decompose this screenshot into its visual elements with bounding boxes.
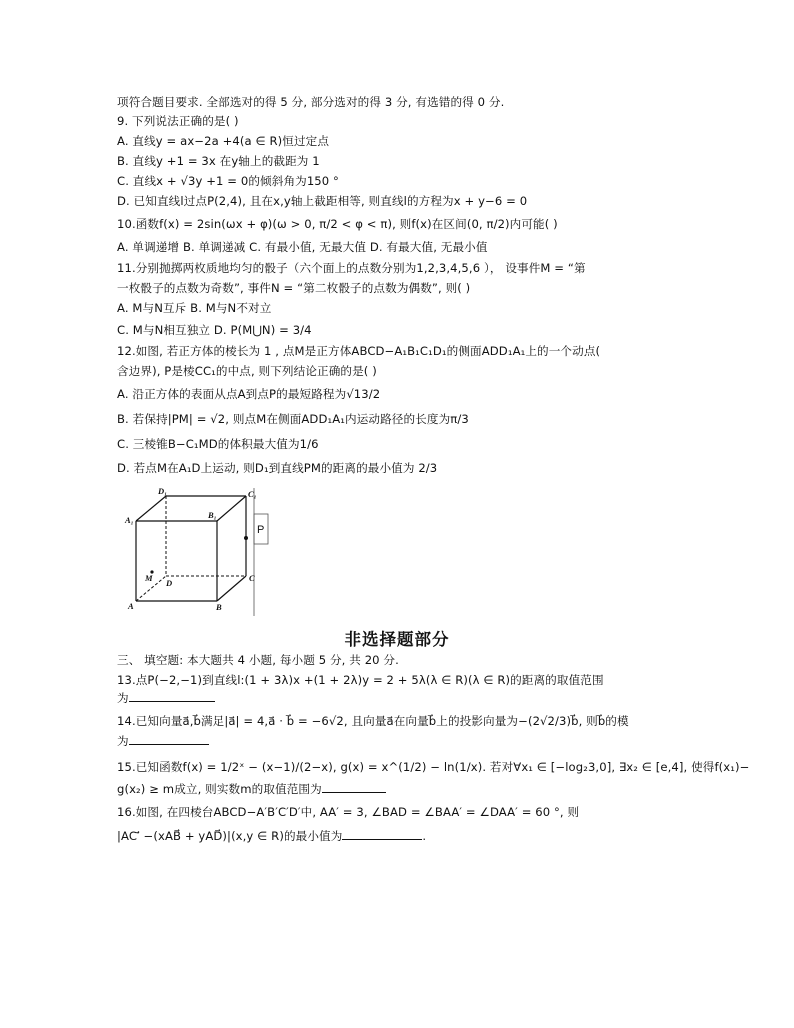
q12-option-d: D. 若点M在A₁D上运动, 则D₁到直线PM的距离的最小值为 2/3 <box>117 461 438 475</box>
q9-option-a: A. 直线y = ax−2a +4(a ∈ R)恒过定点 <box>117 134 330 148</box>
label-m: M <box>145 573 153 583</box>
question-16-stem: 16.如图, 在四棱台ABCD−A′B′C′D′中, AA′ = 3, ∠BAD = ∠BAA′ = ∠DAA′ = 60 °, 则 <box>117 805 580 819</box>
q9-option-d: D. 已知直线l过点P(2,4), 且在x,y轴上截距相等, 则直线l的方程为x + y−6 = 0 <box>117 194 528 208</box>
question-16-stem-cont <box>117 828 684 844</box>
edge-bc <box>217 576 246 601</box>
q14-prefix: 为 <box>117 734 129 748</box>
question-13-stem: 13.点P(−2,−1)到直线l:(1 + 3λ)x +(1 + 2λ)y = 2 + 5λ(λ ∈ R)(λ ∈ R)的距离的取值范围 <box>117 673 604 687</box>
section-3-heading: 三、 填空题: 本大题共 4 小题, 每小题 5 分, 共 20 分. <box>117 653 399 667</box>
q16-tail: . <box>422 829 427 843</box>
label-a: A <box>128 601 134 611</box>
q12-option-b: B. 若保持|PM| = √2, 则点M在侧面ADD₁A₁内运动路径的长度为π/3 <box>117 412 469 426</box>
question-12-stem-cont: 含边界), P是棱CC₁的中点, 则下列结论正确的是( ) <box>117 364 377 378</box>
question-12-stem: 12.如图, 若正方体的棱长为 1 , 点M是正方体ABCD−A₁B₁C₁D₁的侧面ADD₁A₁上的一个动点( <box>117 344 601 358</box>
q15-answer-blank <box>322 781 386 793</box>
q15-cont-text: g(x₂) ≥ m成立, 则实数m的取值范围为 <box>117 782 322 796</box>
q16-cont-text: |AC′⃗ −(xAB⃗ + yAD⃗)|(x,y ∈ R)的最小值为 <box>117 829 343 843</box>
q11-options-ab: A. M与N互斥 B. M与N不对立 <box>117 301 272 315</box>
edge-a1d1 <box>136 496 166 521</box>
question-11-stem-cont: 一枚骰子的点数为奇数”, 事件N = “第二枚骰子的点数为偶数”, 则( ) <box>117 281 471 295</box>
question-9-stem: 9. 下列说法正确的是( ) <box>117 114 239 128</box>
point-p <box>244 536 248 540</box>
q9-option-c: C. 直线x + √3y +1 = 0的倾斜角为150 ° <box>117 174 339 188</box>
q14-answer-blank <box>129 733 209 745</box>
label-d1: D₁ <box>158 486 168 496</box>
q11-options-cd: C. M与N相互独立 D. P(M⋃N) = 3/4 <box>117 323 312 337</box>
question-14-stem: 14.已知向量a⃗,b⃗满足|a⃗| = 4,a⃗ · b⃗ = −6√2, 且向量a⃗在向量b⃗上的投影向量为−(2√2/3)b⃗, 则b⃗的模 <box>117 714 629 728</box>
question-13-answer-line <box>117 690 684 706</box>
label-c: C <box>249 573 255 583</box>
cube-figure <box>122 486 282 618</box>
question-14-answer-line <box>117 733 684 749</box>
q13-prefix: 为 <box>117 691 129 705</box>
question-15-stem: 15.已知函数f(x) = 1/2ˣ − (x−1)/(2−x), g(x) = x^(1/2) − ln(1/x). 若对∀x₁ ∈ [−log₂3,0], ∃x₂ ∈ [e,4], 使得f(x₁)− <box>117 760 750 774</box>
q10-options: A. 单调递增 B. 单调递减 C. 有最小值, 无最大值 D. 有最大值, 无最小值 <box>117 240 488 254</box>
label-p: P <box>257 524 265 536</box>
cube-diagram <box>122 486 282 618</box>
label-a1: A₁ <box>125 515 134 525</box>
question-10-stem: 10.函数f(x) = 2sin(ωx + φ)(ω > 0, π/2 < φ < π), 则f(x)在区间(0, π/2)内可能( ) <box>117 217 558 231</box>
q9-option-b: B. 直线y +1 = 3x 在y轴上的截距为 1 <box>117 154 320 168</box>
label-d: D <box>166 578 173 588</box>
question-15-stem-cont <box>117 781 684 797</box>
q13-answer-blank <box>129 690 215 702</box>
q12-option-c: C. 三棱锥B−C₁MD的体积最大值为1/6 <box>117 437 319 451</box>
instructions-line: 项符合题目要求. 全部选对的得 5 分, 部分选对的得 3 分, 有选错的得 0 分. <box>117 95 505 109</box>
label-c1: C₁ <box>248 489 257 499</box>
section-title: 非选择题部分 <box>344 630 450 649</box>
question-11-stem: 11.分别抛掷两枚质地均匀的骰子（六个面上的点数分别为1,2,3,4,5,6 ）， 设事件M = “第 <box>117 261 586 275</box>
label-b: B <box>216 602 222 612</box>
label-b1: B₁ <box>208 510 217 520</box>
edge-b1c1 <box>217 496 246 521</box>
q12-option-a: A. 沿正方体的表面从点A到点P的最短路程为√13/2 <box>117 387 381 401</box>
q16-answer-blank <box>342 828 422 840</box>
